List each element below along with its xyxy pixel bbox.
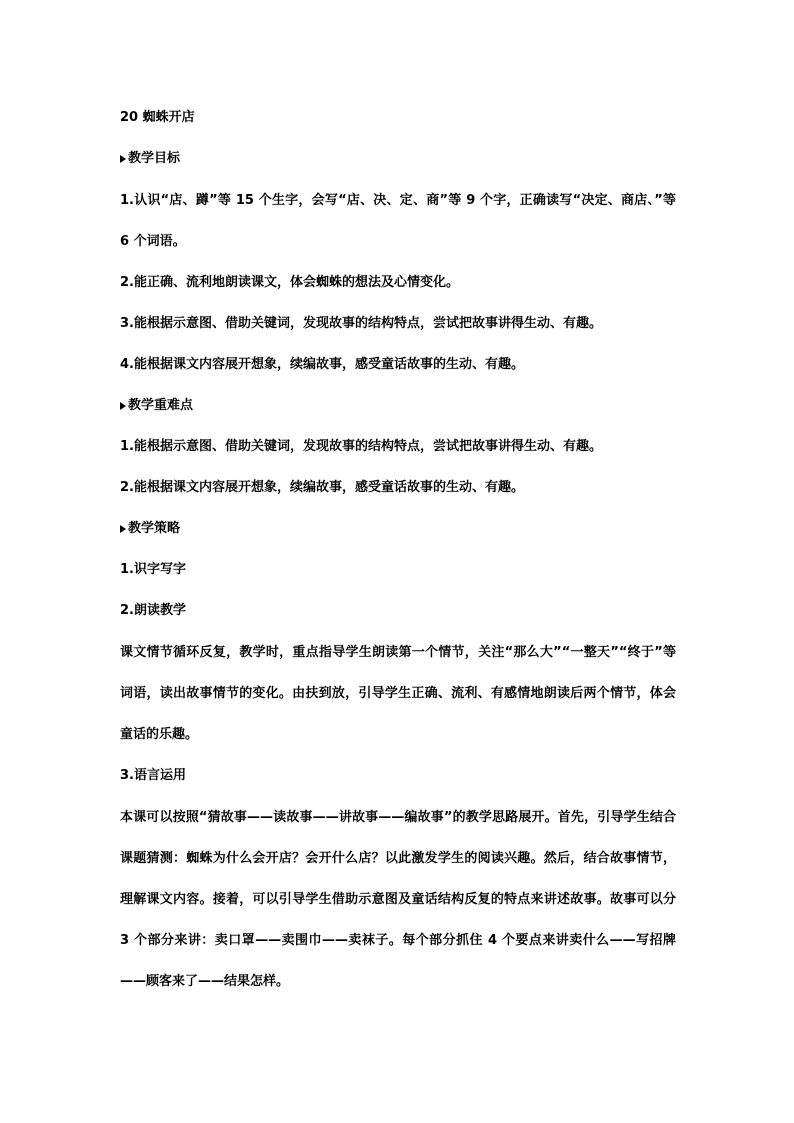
strategy-paragraph: 本课可以按照“猜故事——读故事——讲故事——编故事”的教学思路展开。首先，引导学生结合课题猜测：蜘蛛为什么会开店？会开什么店？以此激发学生的阅读兴趣。然后，结合故事情节，理解课文内容。接着，可以引导学生借助示意图及童话结构反复的特点来讲述故事。故事可以分 3 个部分来讲：卖口罩——卖围巾——卖袜子。每个部分抓住 4 个要点来讲卖什么——写招牌——顾客来了——结果怎样。 — [120, 810, 676, 989]
strategy-subheading: 1.识字写字 — [120, 562, 186, 577]
triangle-bullet-icon — [120, 155, 126, 163]
document-body — [120, 108, 676, 1013]
keypoint-item: 2.能根据课文内容展开想象，续编故事，感受童话故事的生动、有趣。 — [120, 480, 524, 495]
section-heading-label: 教学策略 — [128, 521, 181, 536]
section-heading-keypoints — [120, 396, 676, 416]
goal-item: 3.能根据示意图、借助关键词，发现故事的结构特点，尝试把故事讲得生动、有趣。 — [120, 316, 602, 331]
section-heading-label: 教学目标 — [128, 151, 181, 166]
triangle-bullet-icon — [120, 402, 126, 410]
strategy-paragraph: 课文情节循环反复，教学时，重点指导学生朗读第一个情节，关注“那么大”“一整天”“终于”等词语，读出故事情节的变化。由扶到放，引导学生正确、流利、有感情地朗读后两个情节，体会童话的乐趣。 — [120, 645, 676, 742]
strategy-subheading: 3.语言运用 — [120, 768, 186, 783]
triangle-bullet-icon — [120, 525, 126, 533]
page-title: 20 蜘蛛开店 — [120, 110, 195, 125]
section-heading-goals — [120, 149, 676, 169]
goal-item: 2.能正确、流利地朗读课文，体会蜘蛛的想法及心情变化。 — [120, 275, 459, 290]
strategy-subheading: 2.朗读教学 — [120, 603, 186, 618]
section-heading-strategy — [120, 519, 676, 539]
goal-item: 1.认识“店、蹲”等 15 个生字，会写“店、决、定、商”等 9 个字，正确读写“决定、商店、”等 6 个词语。 — [120, 193, 676, 249]
section-heading-label: 教学重难点 — [128, 398, 194, 413]
keypoint-item: 1.能根据示意图、借助关键词，发现故事的结构特点，尝试把故事讲得生动、有趣。 — [120, 439, 602, 454]
goal-item: 4.能根据课文内容展开想象，续编故事，感受童话故事的生动、有趣。 — [120, 357, 524, 372]
